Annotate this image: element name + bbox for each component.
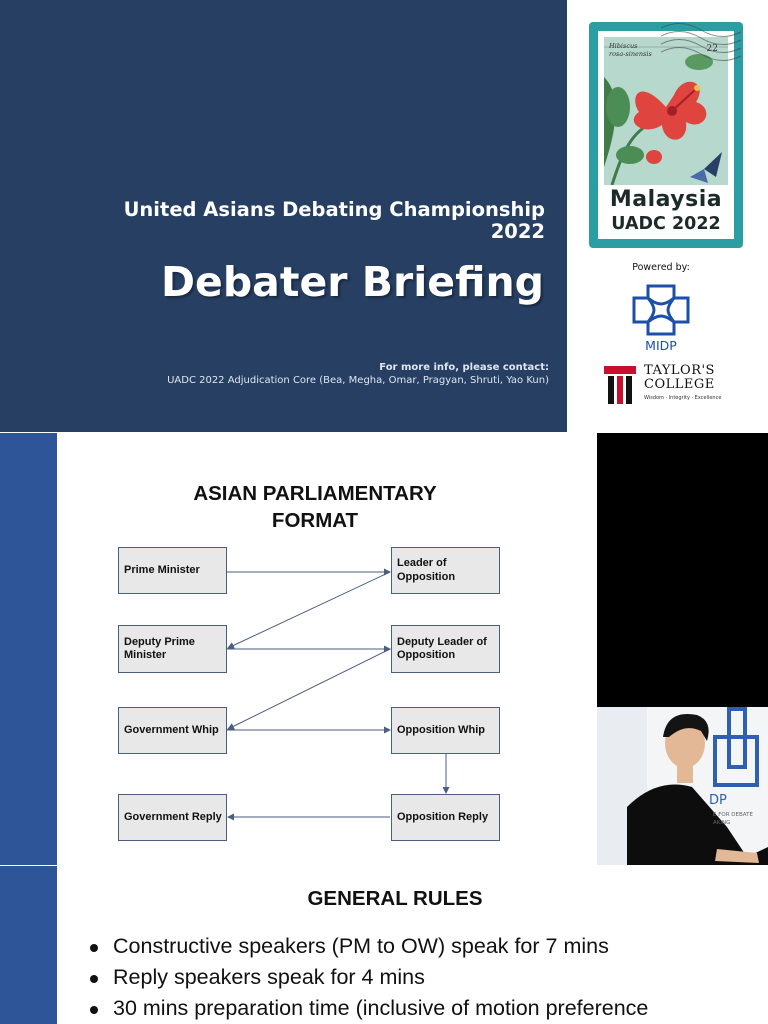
rule-item: Constructive speakers (PM to OW) speak for 7 mins (88, 931, 728, 962)
format-title: ASIAN PARLIAMENTARY FORMAT (193, 482, 437, 532)
main-title: Debater Briefing (160, 258, 544, 306)
box-prime-minister: Prime Minister (118, 547, 227, 594)
midp-label: MIDP (645, 338, 677, 353)
box-leader-of-opposition: Leader of Opposition (391, 547, 500, 594)
rules-list (88, 931, 728, 1024)
box-deputy-leader-of-opposition: Deputy Leader of Opposition (391, 625, 500, 673)
box-deputy-prime-minister: Deputy Prime Minister (118, 625, 227, 673)
box-government-reply: Government Reply (118, 794, 227, 841)
arrow-dlo-to-gw (228, 649, 390, 729)
taylors-line2: COLLEGE (644, 377, 715, 392)
taylors-line1: TAYLOR'S (644, 363, 715, 378)
contact-people: UADC 2022 Adjudication Core (Bea, Megha, Omar, Pragyan, Shruti, Yao Kun) (167, 375, 549, 386)
rule-item: 30 mins preparation time (inclusive of motion preference (88, 993, 728, 1024)
species-label: Hibiscus rosa-sinensis (609, 42, 652, 58)
rule-item: Reply speakers speak for 4 mins (88, 962, 728, 993)
arrow-lo-to-dpm (228, 572, 390, 648)
contact-label: For more info, please contact: (379, 362, 549, 373)
stamp-price: 22 (706, 44, 718, 54)
general-rules-title: GENERAL RULES (307, 887, 483, 910)
box-opposition-whip: Opposition Whip (391, 707, 500, 754)
box-opposition-reply: Opposition Reply (391, 794, 500, 841)
video-backdrop-text-small: E FOR DEBATE AKING (713, 812, 753, 826)
championship-year: 2022 (490, 220, 545, 243)
powered-by-label: Powered by: (632, 262, 690, 273)
video-backdrop-text: DP (709, 793, 727, 808)
championship-name: United Asians Debating Championship (123, 198, 545, 221)
stamp-country: Malaysia (609, 187, 723, 212)
stamp-event: UADC 2022 (611, 214, 721, 234)
taylors-tagline: Wisdom · Integrity · Excellence (644, 395, 722, 401)
box-government-whip: Government Whip (118, 707, 227, 754)
